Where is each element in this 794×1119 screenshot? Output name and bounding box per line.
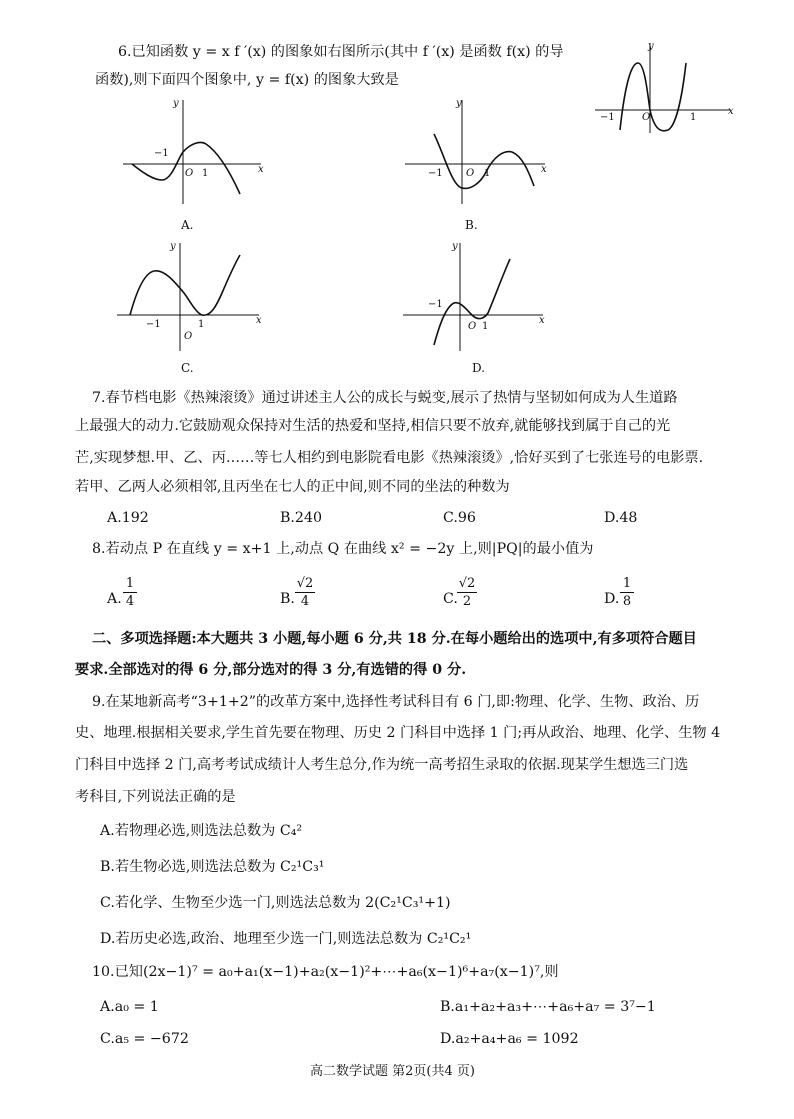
q9-line1: 9.在某地新高考“3+1+2”的改革方案中,选择性考试科目有 6 门,即:物理、化学、生物、政治、历 xyxy=(92,694,700,710)
given-curve xyxy=(620,63,686,131)
option-d-curve xyxy=(434,259,510,345)
q7-line4: 若甲、乙两人必须相邻,且丙坐在七人的正中间,则不同的坐法的种数为 xyxy=(75,479,510,495)
q8-option-d-fraction xyxy=(620,577,634,608)
option-d-origin-label: O xyxy=(468,321,477,332)
option-a-one-label: 1 xyxy=(202,168,209,179)
q6-line2: 函数),则下面四个图象中, y = f(x) 的图象大致是 xyxy=(95,72,399,88)
q7-line3: 芒,实现梦想.甲、乙、丙……等七人相约到电影院看电影《热辣滚烫》,恰好买到了七张连号的电影票. xyxy=(75,450,704,466)
q10-option-d: D.a₂+a₄+a₆ = 1092 xyxy=(440,1031,579,1047)
option-b-y-label: y xyxy=(456,98,462,109)
option-c-label: C. xyxy=(181,361,194,375)
q8-option-d-label: D. xyxy=(604,591,620,607)
fraction-bar xyxy=(123,592,137,593)
q6-line1: 6.已知函数 y = x f ′(x) 的图象如右图所示(其中 f ′(x) 是函数 f(x) 的导 xyxy=(118,44,564,60)
q8-option-a-num: 1 xyxy=(125,576,135,591)
q8-option-c-num: √2 xyxy=(458,576,476,591)
option-c-minus-one-label: −1 xyxy=(146,319,161,330)
option-c-graph xyxy=(112,233,267,353)
q8-option-b-fraction xyxy=(295,577,315,608)
q7-line1: 7.春节档电影《热辣滚烫》通过讲述主人公的成长与蜕变,展示了热情与坚韧如何成为人生道路 xyxy=(92,390,678,406)
option-c-x-label: x xyxy=(256,315,262,326)
option-b-graph xyxy=(400,92,555,207)
option-c-y-label: y xyxy=(170,241,176,252)
option-d-graph xyxy=(398,233,553,353)
option-b-minus-one-label: −1 xyxy=(428,168,443,179)
option-a-y-label: y xyxy=(173,98,179,109)
q7-option-d: D.48 xyxy=(604,510,638,526)
q9-line4: 考科目,下列说法正确的是 xyxy=(75,789,236,805)
q10-option-b: B.a₁+a₂+a₃+⋯+a₆+a₇ = 3⁷−1 xyxy=(440,999,656,1015)
option-a-minus-one-label: −1 xyxy=(154,148,169,159)
q9-line2: 史、地理.根据相关要求,学生首先要在物理、历史 2 门科目中选择 1 门;再从政治、地理、化学、生物 4 xyxy=(75,725,721,741)
q9-option-b: B.若生物必选,则选法总数为 C₂¹C₃¹ xyxy=(100,859,325,875)
q7-option-a: A.192 xyxy=(107,510,149,526)
option-d-label: D. xyxy=(472,361,486,375)
fraction-bar xyxy=(620,592,634,593)
option-a-x-label: x xyxy=(258,164,264,175)
fraction-bar xyxy=(295,592,315,593)
q9-line3: 门科目中选择 2 门,高考考试成绩计人考生总分,作为统一高考招生录取的依据.现某学生想选三门选 xyxy=(75,757,689,773)
q8-option-a-label: A. xyxy=(107,591,122,607)
q10-option-c: C.a₅ = −672 xyxy=(100,1031,189,1047)
q9-option-c: C.若化学、生物至少选一门,则选法总数为 2(C₂¹C₃¹+1) xyxy=(100,895,451,911)
q8-option-c-fraction xyxy=(457,577,477,608)
section2-line2: 要求.全部选对的得 6 分,部分选对的得 3 分,有选错的得 0 分. xyxy=(75,662,467,678)
option-a-label: A. xyxy=(181,218,194,232)
given-minus-one-label: −1 xyxy=(600,112,615,123)
option-c-origin-label: O xyxy=(184,331,193,342)
q8-option-b-den: 4 xyxy=(300,594,310,609)
given-x-label: x xyxy=(728,106,734,117)
q8-option-c-den: 2 xyxy=(462,594,472,609)
option-b-x-label: x xyxy=(541,164,547,175)
given-y-label: y xyxy=(648,41,654,52)
given-origin-label: O xyxy=(642,112,651,123)
option-d-y-label: y xyxy=(452,241,458,252)
section2-line1: 二、多项选择题:本大题共 3 小题,每小题 6 分,共 18 分.在每小题给出的选项中,有多项符合题目 xyxy=(92,631,697,647)
option-b-origin-label: O xyxy=(466,168,475,179)
option-a-origin-label: O xyxy=(185,168,194,179)
q10-option-a: A.a₀ = 1 xyxy=(100,999,159,1015)
q8-option-a-fraction xyxy=(123,577,137,608)
q8-option-d-den: 8 xyxy=(622,594,632,609)
option-c-one-label: 1 xyxy=(198,319,205,330)
q8-option-b-label: B. xyxy=(280,591,295,607)
page-footer: 高二数学试题 第2页(共4 页) xyxy=(310,1064,475,1079)
q9-option-a: A.若物理必选,则选法总数为 C₄² xyxy=(100,823,303,839)
q7-option-c: C.96 xyxy=(443,510,476,526)
q8-option-c-label: C. xyxy=(443,591,458,607)
q8-line1: 8.若动点 P 在直线 y = x+1 上,动点 Q 在曲线 x² = −2y 上,则|PQ|的最小值为 xyxy=(92,541,594,557)
q7-option-b: B.240 xyxy=(280,510,323,526)
q8-option-d-num: 1 xyxy=(622,576,632,591)
option-d-x-label: x xyxy=(539,315,545,326)
q8-option-b-num: √2 xyxy=(296,576,314,591)
option-a-graph xyxy=(118,92,268,207)
option-b-one-label: 1 xyxy=(484,168,491,179)
given-one-label: 1 xyxy=(690,112,697,123)
option-b-label: B. xyxy=(465,218,478,232)
fraction-bar xyxy=(457,592,477,593)
q7-line2: 上最强大的动力.它鼓励观众保持对生活的热爱和坚持,相信只要不放弃,就能够找到属于自己的光 xyxy=(75,418,671,434)
option-d-minus-one-label: −1 xyxy=(428,299,443,310)
option-c-curve xyxy=(130,255,240,315)
given-graph xyxy=(590,38,740,138)
q9-option-d: D.若历史必选,政治、地理至少选一门,则选法总数为 C₂¹C₂¹ xyxy=(100,931,472,947)
option-b-curve xyxy=(434,134,534,188)
q10-line1: 10.已知(2x−1)⁷ = a₀+a₁(x−1)+a₂(x−1)²+⋯+a₆(x−1)⁶+a₇(x−1)⁷,则 xyxy=(92,964,559,980)
option-d-one-label: 1 xyxy=(482,321,489,332)
q8-option-a-den: 4 xyxy=(125,594,135,609)
